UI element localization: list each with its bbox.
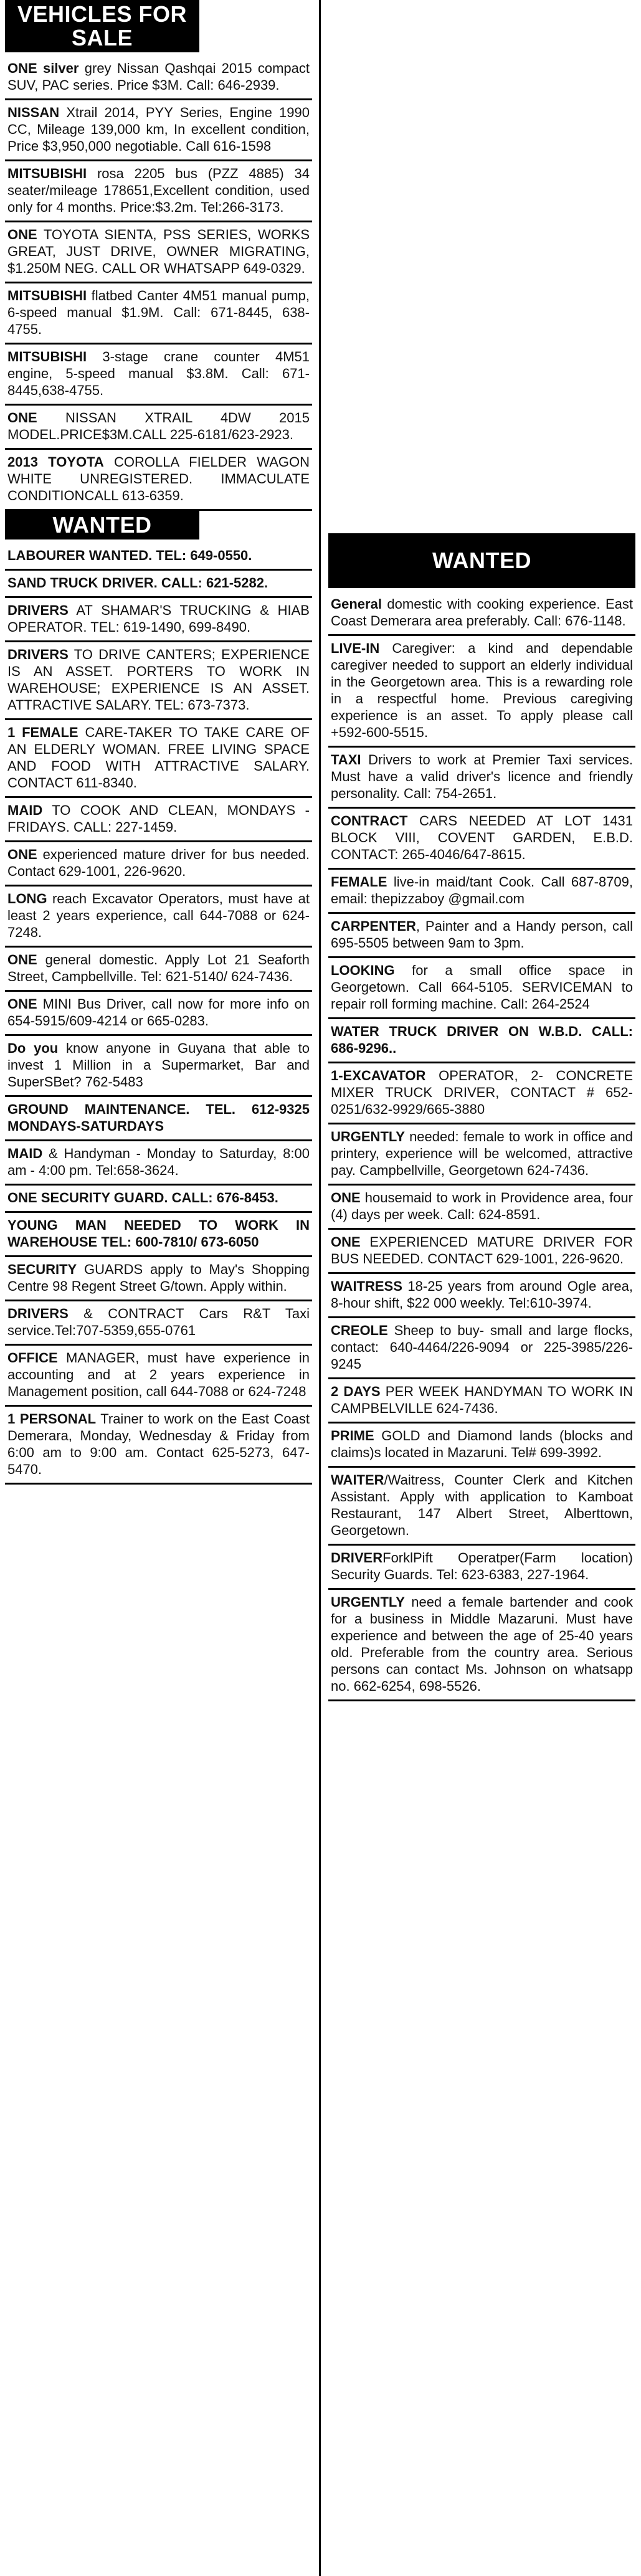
wanted-right-list	[328, 592, 635, 1701]
ad-body: GOLD and Diamond lands (blocks and claims)s located in Mazaruni. Tel# 699-3992.	[331, 1428, 633, 1460]
ad-body: for a small office space in Georgetown. Call 664-5105. SERVICEMAN to repair roll forming machine. Call: 264-2524	[331, 962, 633, 1012]
ad-lead: MITSUBISHI	[7, 349, 87, 364]
classified-ad	[5, 642, 312, 720]
ad-lead: MAID	[7, 802, 43, 818]
wanted-left-list	[5, 543, 312, 1485]
classified-ad	[5, 161, 312, 222]
ad-lead: TAXI	[331, 752, 361, 768]
ad-body: OPERATOR, 2- CONCRETE MIXER TRUCK DRIVER, CONTACT # 652-0251/632-9929/665-3880	[331, 1068, 633, 1117]
ad-body: TO COOK AND CLEAN, MONDAYS - FRIDAYS. CALL: 227-1459.	[7, 802, 310, 835]
ad-lead: CARPENTER	[331, 918, 416, 934]
ad-body: housemaid to work in Providence area, four (4) days per week. Call: 624-8591.	[331, 1190, 633, 1222]
classified-ad	[5, 598, 312, 642]
classified-ad	[328, 748, 635, 809]
classified-ad	[328, 592, 635, 636]
classified-ad	[328, 636, 635, 748]
classified-ad	[5, 543, 312, 571]
ad-body: & Handyman - Monday to Saturday, 8:00 am - 4:00 pm. Tel:658-3624.	[7, 1146, 310, 1178]
ad-body: grey Nissan Qashqai 2015 compact SUV, PAC series. Price $3M. Call: 646-2939.	[7, 60, 310, 93]
ad-lead: LABOURER WANTED. TEL: 649-0550.	[7, 548, 252, 563]
ad-lead: ONE	[7, 847, 37, 862]
classified-ad	[328, 1423, 635, 1468]
ad-lead: WAITER	[331, 1472, 384, 1488]
ad-lead: MAID	[7, 1146, 43, 1161]
ad-body: 3-stage crane counter 4M51 engine, 5-speed manual $3.8M. Call: 671-8445,638-4755.	[7, 349, 310, 398]
classified-ad	[5, 450, 312, 511]
ad-body: rosa 2205 bus (PZZ 4885) 34 seater/mileage 178651,Excellent condition, used only for 4 months. Price:$3.2m. Tel:266-3173.	[7, 166, 310, 215]
ad-body: Sheep to buy- small and large flocks, contact: 640-4464/226-9094 or 225-3985/226-9245	[331, 1323, 633, 1372]
classified-ad	[328, 1468, 635, 1546]
classified-ad	[328, 1546, 635, 1590]
ad-lead: SAND TRUCK DRIVER. CALL: 621-5282.	[7, 575, 268, 591]
ad-lead: WATER TRUCK DRIVER ON W.B.D. CALL: 686-9296..	[331, 1024, 633, 1056]
classified-ad	[328, 809, 635, 870]
ad-body: PER WEEK HANDYMAN TO WORK IN CAMPBELVILLE 624-7436.	[331, 1384, 633, 1416]
classified-ad	[5, 406, 312, 450]
ad-lead: SECURITY	[7, 1262, 77, 1277]
ad-body: /Waitress, Counter Clerk and Kitchen Assistant. Apply with application to Kamboat Restaurant, 147 Albert Street, Alberttown, Georgetown.	[331, 1472, 633, 1538]
classified-ad	[5, 1097, 312, 1141]
ad-lead: DRIVERS	[7, 602, 69, 618]
ad-body: CARS NEEDED AT LOT 1431 BLOCK VIII, COVENT GARDEN, E.B.D. CONTACT: 265-4046/647-8615.	[331, 813, 633, 862]
vehicles-list	[5, 56, 312, 511]
ad-lead: OFFICE	[7, 1350, 58, 1366]
ad-lead: PRIME	[331, 1428, 374, 1443]
ad-body: AT SHAMAR'S TRUCKING & HIAB OPERATOR. TEL: 619-1490, 699-8490.	[7, 602, 310, 635]
classified-ad	[5, 1141, 312, 1186]
classified-ad	[328, 1590, 635, 1701]
ad-lead: DRIVERS	[7, 1306, 69, 1321]
classified-ad	[328, 914, 635, 958]
ad-lead: URGENTLY	[331, 1129, 405, 1144]
ad-lead: General	[331, 596, 382, 612]
ad-lead: LIVE-IN	[331, 640, 380, 656]
ad-lead: ONE	[331, 1190, 361, 1205]
ad-lead: FEMALE	[331, 874, 387, 890]
ad-body: flatbed Canter 4M51 manual pump, 6-speed manual $1.9M. Call: 671-8445, 638-4755.	[7, 288, 310, 337]
ad-lead: ONE	[7, 227, 37, 242]
classified-ad	[328, 1063, 635, 1124]
ad-lead: ONE SECURITY GUARD. CALL: 676-8453.	[7, 1190, 278, 1205]
classified-ad	[328, 1124, 635, 1186]
ad-lead: MITSUBISHI	[7, 166, 87, 181]
classified-ad	[5, 1346, 312, 1407]
ad-body: TO DRIVE CANTERS; EXPERIENCE IS AN ASSET. PORTERS TO WORK IN WAREHOUSE; EXPERIENCE IS AN ASSET. ATTRACTIVE SALARY. TEL: 673-7373.	[7, 647, 310, 713]
ad-lead: ONE	[7, 996, 37, 1012]
ad-body: EXPERIENCED MATURE DRIVER FOR BUS NEEDED. CONTACT 629-1001, 226-9620.	[331, 1234, 633, 1267]
ad-lead: LONG	[7, 891, 47, 906]
ad-body: MINI Bus Driver, call now for more info on 654-5915/609-4214 or 665-0283.	[7, 996, 310, 1029]
classified-ad	[328, 1186, 635, 1230]
ad-body: ForklPift Operatper(Farm location) Security Guards. Tel: 623-6383, 227-1964.	[331, 1550, 633, 1582]
classified-ad	[5, 56, 312, 100]
ad-body: Drivers to work at Premier Taxi services. Must have a valid driver's licence and friendly personality. Call: 754-2651.	[331, 752, 633, 801]
classified-ad	[5, 992, 312, 1036]
ad-body: need a female bartender and cook for a business in Middle Mazaruni. Must have experience and between the age of 25-40 years old. Preferable from the country area. Serious persons can contact Ms. Johnson on whatsapp no. 662-6254, 698-5526.	[331, 1594, 633, 1694]
ad-lead: CONTRACT	[331, 813, 408, 829]
ad-body: , Painter and a Handy person, call 695-5505 between 9am to 3pm.	[331, 918, 633, 951]
ad-lead: 2 DAYS	[331, 1384, 381, 1399]
right-column-blank-space	[328, 0, 635, 533]
left-column	[5, 0, 312, 1485]
ad-body: experienced mature driver for bus needed. Contact 629-1001, 226-9620.	[7, 847, 310, 879]
ad-body: TOYOTA SIENTA, PSS SERIES, WORKS GREAT, JUST DRIVE, OWNER MIGRATING, $1.250M NEG. CALL OR WHATSAPP 649-0329.	[7, 227, 310, 276]
ad-lead: ONE	[331, 1234, 361, 1250]
classified-ad	[328, 1318, 635, 1379]
classified-ad	[5, 948, 312, 992]
ad-body: MANAGER, must have experience in accounting and at 2 years experience in Management position, call 644-7088 or 624-7248	[7, 1350, 310, 1399]
ad-body: general domestic. Apply Lot 21 Seaforth Street, Campbellville. Tel: 621-5140/ 624-7436.	[7, 952, 310, 984]
ad-body: reach Excavator Operators, must have at least 2 years experience, call 644-7088 or 624-7248.	[7, 891, 310, 940]
ad-body: know anyone in Guyana that able to invest 1 Million in a Supermarket, Bar and SuperSBet? 762-5483	[7, 1040, 310, 1090]
ad-lead: ONE silver	[7, 60, 79, 76]
classified-ad	[328, 1274, 635, 1318]
ad-body: NISSAN XTRAIL 4DW 2015 MODEL.PRICE$3M.CALL 225-6181/623-2923.	[7, 410, 310, 442]
ad-lead: 1-EXCAVATOR	[331, 1068, 426, 1083]
ad-lead: WAITRESS	[331, 1278, 402, 1294]
right-column	[328, 0, 635, 1701]
ad-lead: ONE	[7, 410, 37, 425]
ad-lead: URGENTLY	[331, 1594, 405, 1610]
classified-ad	[5, 1213, 312, 1257]
ad-lead: 2013 TOYOTA	[7, 454, 104, 470]
ad-body: & CONTRACT Cars R&T Taxi service.Tel:707-5359,655-0761	[7, 1306, 310, 1338]
classified-ad	[5, 1407, 312, 1485]
classified-ad	[5, 283, 312, 345]
ad-body: needed: female to work in office and printery, experience will be welcomed, attractive pay. Campbellville, Georgetown 624-7436.	[331, 1129, 633, 1178]
ad-body: GUARDS apply to May's Shopping Centre 98 Regent Street G/town. Apply within.	[7, 1262, 310, 1294]
ad-body: Xtrail 2014, PYY Series, Engine 1990 CC, Mileage 139,000 km, In excellent condition, Price $3,950,000 negotiable. Call 616-1598	[7, 105, 310, 154]
classified-ad	[328, 1379, 635, 1423]
classified-ad	[5, 571, 312, 598]
classified-ad	[5, 1186, 312, 1213]
ad-lead: NISSAN	[7, 105, 60, 120]
classified-ad	[328, 870, 635, 914]
classified-ad	[328, 958, 635, 1019]
column-divider	[319, 0, 321, 2576]
wanted-header-left: WANTED	[5, 511, 199, 539]
ad-body: domestic with cooking experience. East Coast Demerara area preferably. Call: 676-1148.	[331, 596, 633, 629]
ad-lead: DRIVERS	[7, 647, 69, 662]
ad-body: Trainer to work on the East Coast Demerara, Monday, Wednesday & Friday from 6:00 am to 9:00 am. Contact 625-5273, 647-5470.	[7, 1411, 310, 1477]
ad-lead: LOOKING	[331, 962, 395, 978]
ad-lead: CREOLE	[331, 1323, 388, 1338]
classified-ad	[328, 1230, 635, 1274]
ad-lead: DRIVER	[331, 1550, 383, 1566]
classified-ad	[5, 1036, 312, 1097]
classified-ad	[5, 798, 312, 842]
classified-ad	[5, 1257, 312, 1301]
ad-lead: Do you	[7, 1040, 59, 1056]
classified-ad	[5, 720, 312, 798]
classified-ad	[5, 222, 312, 283]
vehicles-for-sale-header: VEHICLES FOR SALE	[5, 0, 199, 52]
classified-ad	[328, 1019, 635, 1063]
ad-lead: ONE	[7, 952, 37, 967]
ad-body: COROLLA FIELDER WAGON WHITE UNREGISTERED. IMMACULATE CONDITIONCALL 613-6359.	[7, 454, 310, 503]
classified-ad	[5, 100, 312, 161]
ad-lead: 1 FEMALE	[7, 725, 78, 740]
ad-lead: YOUNG MAN NEEDED TO WORK IN WAREHOUSE TEL: 600-7810/ 673-6050	[7, 1217, 310, 1250]
classified-ad	[5, 842, 312, 886]
ad-body: Caregiver: a kind and dependable caregiver needed to support an elderly individual in the Georgetown area. This is a rewarding role in a respectful home. Previous caregiving experience is an asset. To apply please call +592-600-5515.	[331, 640, 633, 740]
classified-ad	[5, 1301, 312, 1346]
ad-body: 18-25 years from around Ogle area, 8-hour shift, $22 000 weekly. Tel:610-3974.	[331, 1278, 633, 1311]
ad-lead: MITSUBISHI	[7, 288, 87, 303]
ad-body: live-in maid/tant Cook. Call 687-8709, email: thepizzaboy @gmail.com	[331, 874, 633, 906]
classified-ad	[5, 886, 312, 948]
ad-lead: 1 PERSONAL	[7, 1411, 97, 1427]
ad-body: CARE-TAKER TO TAKE CARE OF AN ELDERLY WOMAN. FREE LIVING SPACE AND FOOD WITH ATTRACTIVE SALARY. CONTACT 611-8340.	[7, 725, 310, 791]
ad-lead: GROUND MAINTENANCE. TEL. 612-9325 MONDAYS-SATURDAYS	[7, 1101, 310, 1134]
wanted-header-right: WANTED	[328, 533, 635, 588]
classified-ad	[5, 345, 312, 406]
